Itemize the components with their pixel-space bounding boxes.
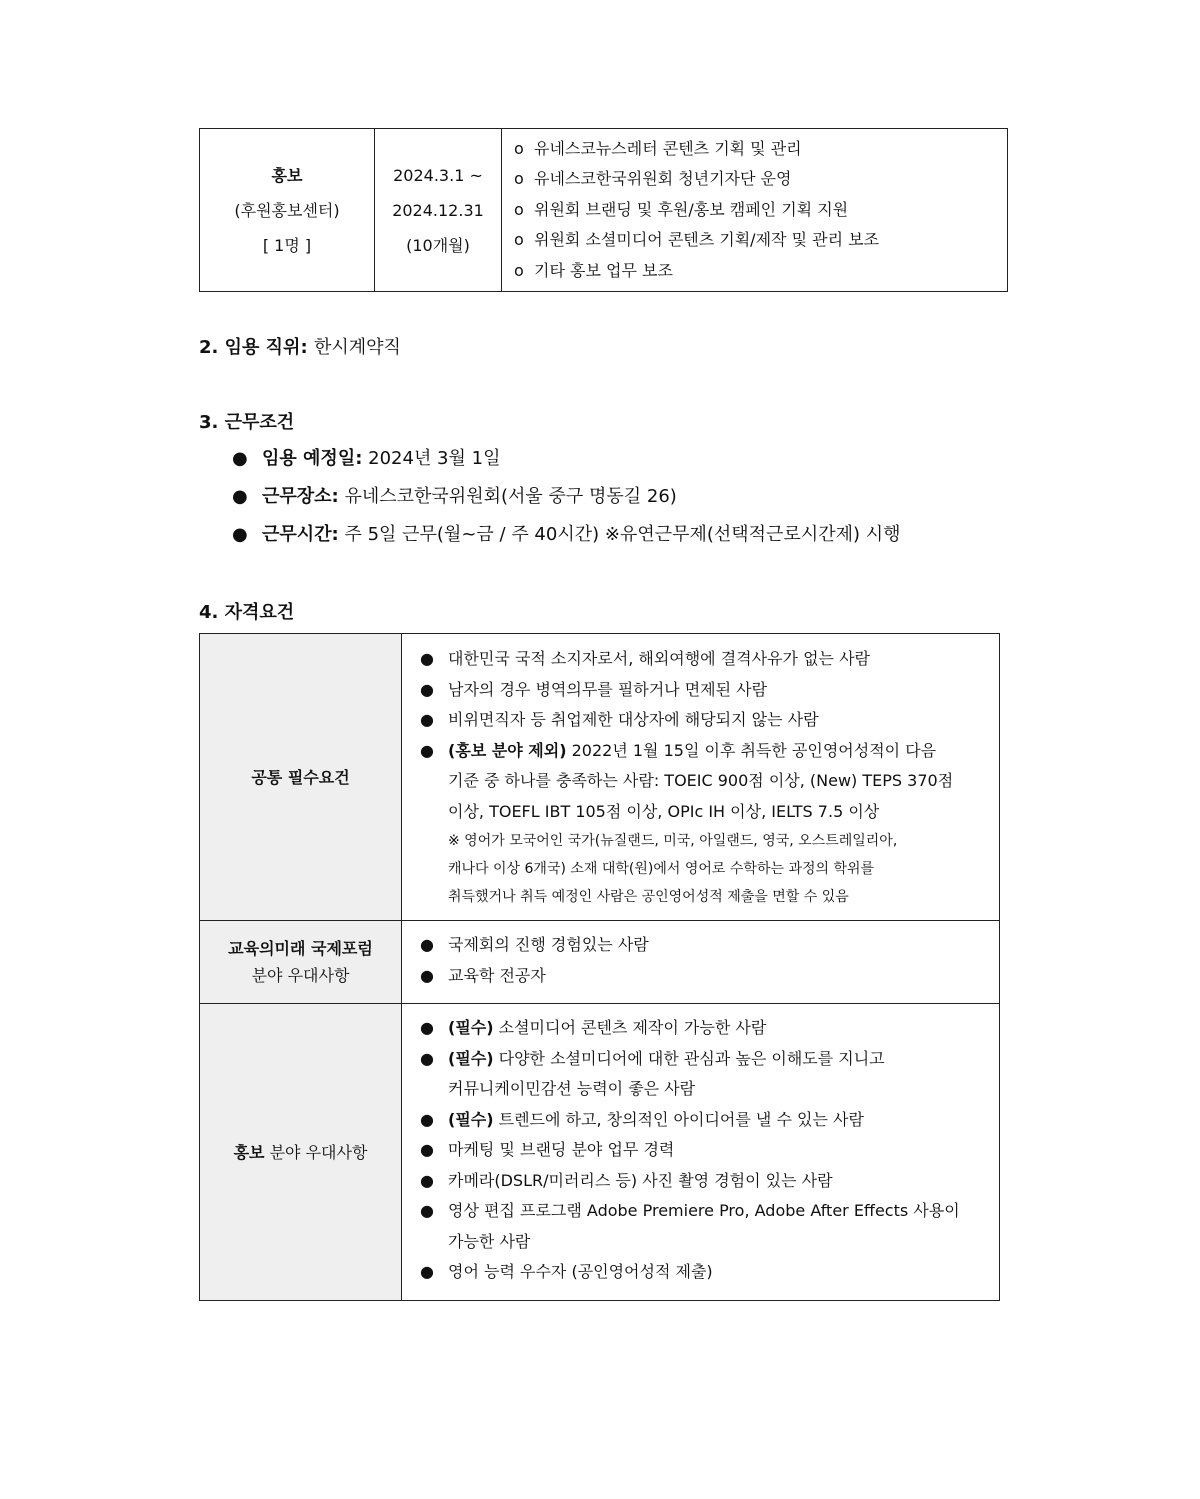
common-requirements-cell xyxy=(402,634,1000,921)
period-months: (10개월) xyxy=(406,235,470,255)
list-item xyxy=(232,443,901,481)
list-item xyxy=(232,519,901,557)
department-cell xyxy=(200,129,375,292)
list-item: ● 대한민국 국적 소지자로서, 해외여행에 결격사유가 없는 사람 xyxy=(420,644,999,675)
period-start: 2024.3.1 ~ xyxy=(393,165,483,185)
section-2-title: 2. 임용 직위: xyxy=(199,337,308,358)
headcount: [ 1명 ] xyxy=(262,235,312,255)
condition-label: 근무시간: xyxy=(262,524,339,545)
bullet-icon: ● xyxy=(420,1262,434,1281)
list-item xyxy=(232,481,901,519)
bullet-icon: ● xyxy=(420,1109,434,1129)
bullet-icon: ● xyxy=(420,1170,434,1190)
common-requirements-list xyxy=(402,634,999,911)
working-conditions-list xyxy=(232,443,901,557)
bullet-icon: ● xyxy=(232,448,248,469)
list-item: ● 마케팅 및 브랜딩 분야 업무 경력 xyxy=(420,1135,999,1166)
forum-preferences-cell xyxy=(402,921,1000,1004)
bullet-icon: ● xyxy=(420,710,434,729)
duties-cell xyxy=(502,129,1008,292)
qualifications-table xyxy=(199,633,1000,1301)
bullet-icon: ● xyxy=(420,1201,434,1220)
condition-label: 근무장소: xyxy=(262,486,339,507)
bullet-icon: ● xyxy=(420,965,434,985)
common-requirements-label: 공통 필수요건 xyxy=(200,634,402,921)
pr-preferences-label: 홍보 분야 우대사항 xyxy=(200,1004,402,1301)
bullet-icon: ● xyxy=(420,935,434,954)
list-item: ● 카메라(DSLR/미러리스 등) 사진 촬영 경험이 있는 사람 xyxy=(420,1166,999,1197)
table-row xyxy=(200,129,1008,292)
period-cell xyxy=(375,129,502,292)
department-name: 홍보 xyxy=(271,165,303,185)
bullet-icon: ● xyxy=(420,1140,434,1159)
list-item: ● (필수) 트렌드에 하고, 창의적인 아이디어를 낼 수 있는 사람 xyxy=(420,1105,999,1136)
bullet-icon: ● xyxy=(232,524,248,545)
section-2-heading xyxy=(199,333,401,359)
condition-value: 2024년 3월 1일 xyxy=(368,448,501,469)
recruitment-field-table xyxy=(199,128,1008,292)
list-item: ● 교육학 전공자 xyxy=(420,961,999,992)
condition-label: 임용 예정일: xyxy=(262,448,363,469)
department-center: (후원홍보센터) xyxy=(234,200,340,220)
section-4-heading: 4. 자격요건 xyxy=(199,602,295,623)
pr-preferences-cell xyxy=(402,1004,1000,1301)
condition-value: 주 5일 근무(월~금 / 주 40시간) ※유연근무제(선택적근로시간제) 시행 xyxy=(344,524,901,545)
table-row xyxy=(200,921,1000,1004)
forum-preferences-label: 교육의미래 국제포럼 분야 우대사항 xyxy=(200,921,402,1004)
list-item: o 위원회 소셜미디어 콘텐츠 기획/제작 및 관리 보조 xyxy=(514,225,1007,256)
list-item: ● 국제회의 진행 경험있는 사람 xyxy=(420,930,999,961)
list-item: ● 비위면직자 등 취업제한 대상자에 해당되지 않는 사람 xyxy=(420,705,999,736)
condition-value: 유네스코한국위원회(서울 중구 명동길 26) xyxy=(344,486,677,507)
list-item: o 유네스코한국위원회 청년기자단 운영 xyxy=(514,164,1007,195)
table-row xyxy=(200,634,1000,921)
list-item: ● (필수) 다양한 소셜미디어에 대한 관심과 높은 이해도를 지니고 커뮤니케이민감션 능력이 좋은 사람 xyxy=(420,1044,999,1105)
bullet-icon: ● xyxy=(420,649,434,668)
list-item: ● (홍보 분야 제외) 2022년 1월 15일 이후 취득한 공인영어성적이 다음 기준 중 하나를 충족하는 사람: TOEIC 900점 이상, (New) TEPS 370점 이상, TOEFL IBT 105점 이상, OPIc IH 이상, IELTS 7.5 이상 ※ 영어가 모국어인 국가(뉴질랜드, 미국, 아일랜드, 영국, 오스트레일리아, 캐나다 이상 6개국) 소재 대학(원)에서 영어로 수학하는 과정의 학위를 취득했거나 취득 예정인 사람은 공인영어성적 제출을 면할 수 있음 xyxy=(420,736,999,912)
list-item: o 위원회 브랜딩 및 후원/홍보 캠페인 기획 지원 xyxy=(514,195,1007,226)
list-item: ● 영어 능력 우수자 (공인영어성적 제출) xyxy=(420,1257,999,1288)
bullet-icon: ● xyxy=(420,1048,434,1068)
list-item: o 기타 홍보 업무 보조 xyxy=(514,256,1007,287)
list-item: o 유네스코뉴스레터 콘텐츠 기획 및 관리 xyxy=(514,134,1007,165)
section-2-value: 한시계약직 xyxy=(313,337,401,358)
list-item: ● 남자의 경우 병역의무를 필하거나 면제된 사람 xyxy=(420,675,999,706)
bullet-icon: ● xyxy=(420,740,434,760)
bullet-icon: ● xyxy=(420,1018,434,1037)
pr-preferences-list xyxy=(402,1004,999,1288)
bullet-icon: ● xyxy=(232,486,248,507)
english-exemption-note: ※ 영어가 모국어인 국가(뉴질랜드, 미국, 아일랜드, 영국, 오스트레일리아, 캐나다 이상 6개국) 소재 대학(원)에서 영어로 수학하는 과정의 학위를 취득했거나 취득 예정인 사람은 공인영어성적 제출을 면할 수 있음 xyxy=(448,833,898,905)
bullet-icon: ● xyxy=(420,679,434,699)
table-row xyxy=(200,1004,1000,1301)
list-item: ● 영상 편집 프로그램 Adobe Premiere Pro, Adobe After Effects 사용이 가능한 사람 xyxy=(420,1196,999,1257)
duties-list xyxy=(514,134,1007,287)
forum-preferences-list xyxy=(402,921,999,991)
list-item: ● (필수) 소셜미디어 콘텐츠 제작이 가능한 사람 xyxy=(420,1013,999,1044)
section-3-heading: 3. 근무조건 xyxy=(199,412,295,433)
period-end: 2024.12.31 xyxy=(392,200,484,220)
